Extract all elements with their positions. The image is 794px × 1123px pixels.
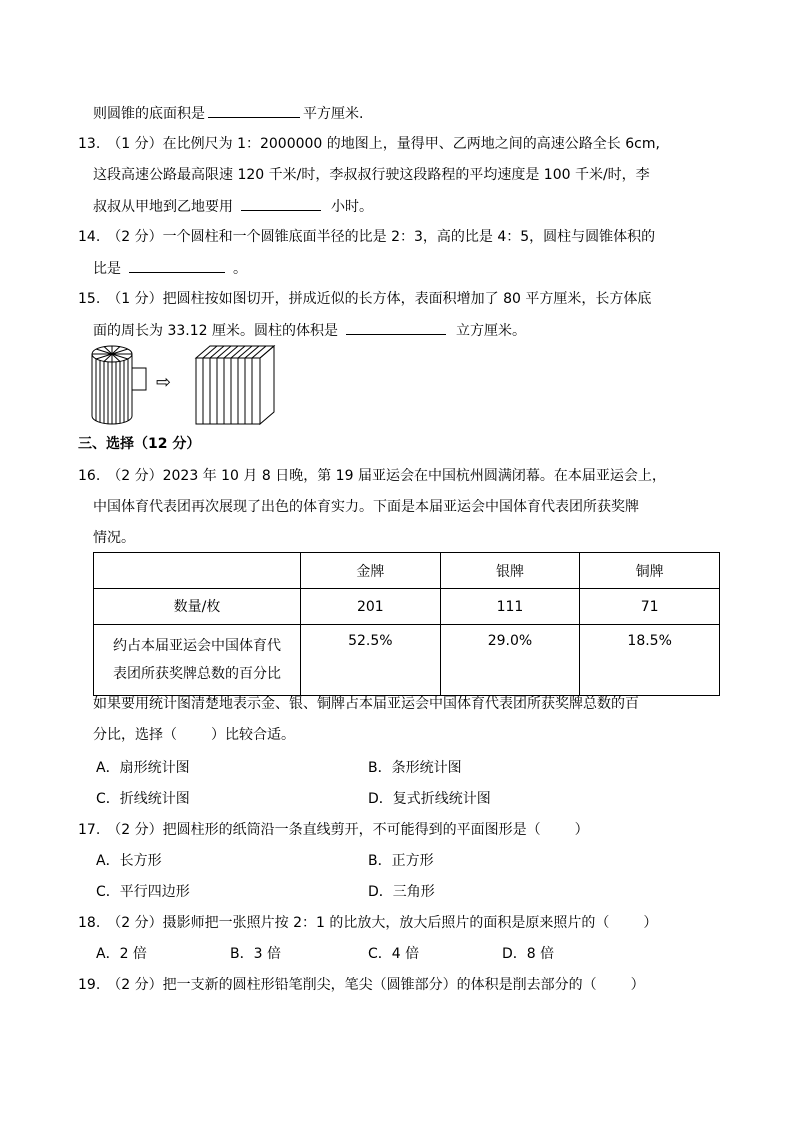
q14-text: 比是 [93,261,121,277]
table-cell: 18.5% [580,625,720,696]
option-d[interactable]: D．复式折线统计图 [368,791,491,807]
q16-line3: 情况。 [93,530,135,546]
q16-line4: 如果要用统计图清楚地表示金、银、铜牌占本届亚运会中国体育代表团所获奖牌总数的百 [93,696,639,712]
table-cell: 29.0% [440,625,580,696]
q12-text: 则圆锥的底面积是 [93,106,205,122]
table-cell [94,553,301,589]
answer-blank[interactable] [346,320,446,335]
option-b[interactable]: B．3 倍 [230,946,281,962]
table-row [94,625,720,696]
q13-line3 [0,196,794,217]
q19-line [0,975,794,995]
q16-line5 [0,725,794,745]
medal-table [93,552,720,696]
arrow-icon: ⇨ [156,372,172,393]
option-a[interactable]: A．长方形 [96,853,162,869]
cylinder-to-cuboid-figure [86,340,286,428]
option-d[interactable]: D．8 倍 [502,946,555,962]
q15-unit: 立方厘米。 [455,323,526,339]
q19-end: ） [630,977,645,993]
q16-text: 分比，选择（ [93,727,177,743]
q17-end: ） [574,822,589,838]
q13-line1: 13. （1 分）在比例尺为 1：2000000 的地图上，量得甲、乙两地之间的高速公路全长 6cm, [78,136,660,152]
section-title: 三、选择（12 分） [78,436,201,452]
q16-end: ）比较合适。 [211,727,295,743]
option-c[interactable]: C．4 倍 [368,946,420,962]
cuboid-icon [196,346,274,424]
q14-line2 [0,258,794,279]
q16-line1: 16. （2 分）2023 年 10 月 8 日晚，第 19 届亚运会在中国杭州圆满闭幕。在本届亚运会上， [78,468,666,484]
q12-tail-line [0,103,794,124]
row-head-line: 表团所获奖牌总数的百分比 [113,666,281,682]
table-row [94,589,720,625]
q18-end: ） [643,915,658,931]
q14-end: 。 [233,261,247,277]
q12-unit: 平方厘米. [303,106,364,122]
table-cell: 52.5% [301,625,441,696]
table-row [94,553,720,589]
q18-line [0,913,794,933]
table-row-head: 数量/枚 [94,589,301,625]
q15-line1: 15. （1 分）把圆柱按如图切开，拼成近似的长方体，表面积增加了 80 平方厘米，长方体底 [78,291,652,307]
table-cell: 201 [301,589,441,625]
row-head-line: 约占本届亚运会中国体育代 [113,638,281,654]
option-c[interactable]: C．平行四边形 [96,884,190,900]
q15-line2 [0,320,794,341]
q15-text: 面的周长为 33.12 厘米。圆柱的体积是 [93,323,338,339]
option-d[interactable]: D．三角形 [368,884,435,900]
table-cell: 111 [440,589,580,625]
q17-text: 17. （2 分）把圆柱形的纸筒沿一条直线剪开，不可能得到的平面图形是（ [78,822,541,838]
table-header: 铜牌 [580,553,720,589]
option-a[interactable]: A．扇形统计图 [96,760,190,776]
q19-text: 19. （2 分）把一支新的圆柱形铅笔削尖，笔尖（圆锥部分）的体积是削去部分的（ [78,977,597,993]
q13-unit: 小时。 [331,199,373,215]
option-a[interactable]: A．2 倍 [96,946,147,962]
q13-line2: 这段高速公路最高限速 120 千米/时，李叔叔行驶这段路程的平均速度是 100 千米/时，李 [93,167,650,183]
q17-line [0,820,794,840]
q14-line1: 14. （2 分）一个圆柱和一个圆锥底面半径的比是 2：3，高的比是 4：5，圆柱与圆锥体积的 [78,229,656,245]
q13-text: 叔叔从甲地到乙地要用 [93,199,233,215]
option-b[interactable]: B．条形统计图 [368,760,462,776]
q18-text: 18. （2 分）摄影师把一张照片按 2：1 的比放大，放大后照片的面积是原来照片的（ [78,915,610,931]
table-cell: 71 [580,589,720,625]
table-header: 银牌 [440,553,580,589]
q16-line2: 中国体育代表团再次展现了出色的体育实力。下面是本届亚运会中国体育代表团所获奖牌 [93,499,639,515]
table-header: 金牌 [301,553,441,589]
answer-blank[interactable] [129,258,225,273]
table-row-head [94,625,301,696]
option-b[interactable]: B．正方形 [368,853,434,869]
answer-blank[interactable] [208,103,300,118]
cylinder-icon [92,346,146,424]
answer-blank[interactable] [241,196,321,211]
option-c[interactable]: C．折线统计图 [96,791,190,807]
